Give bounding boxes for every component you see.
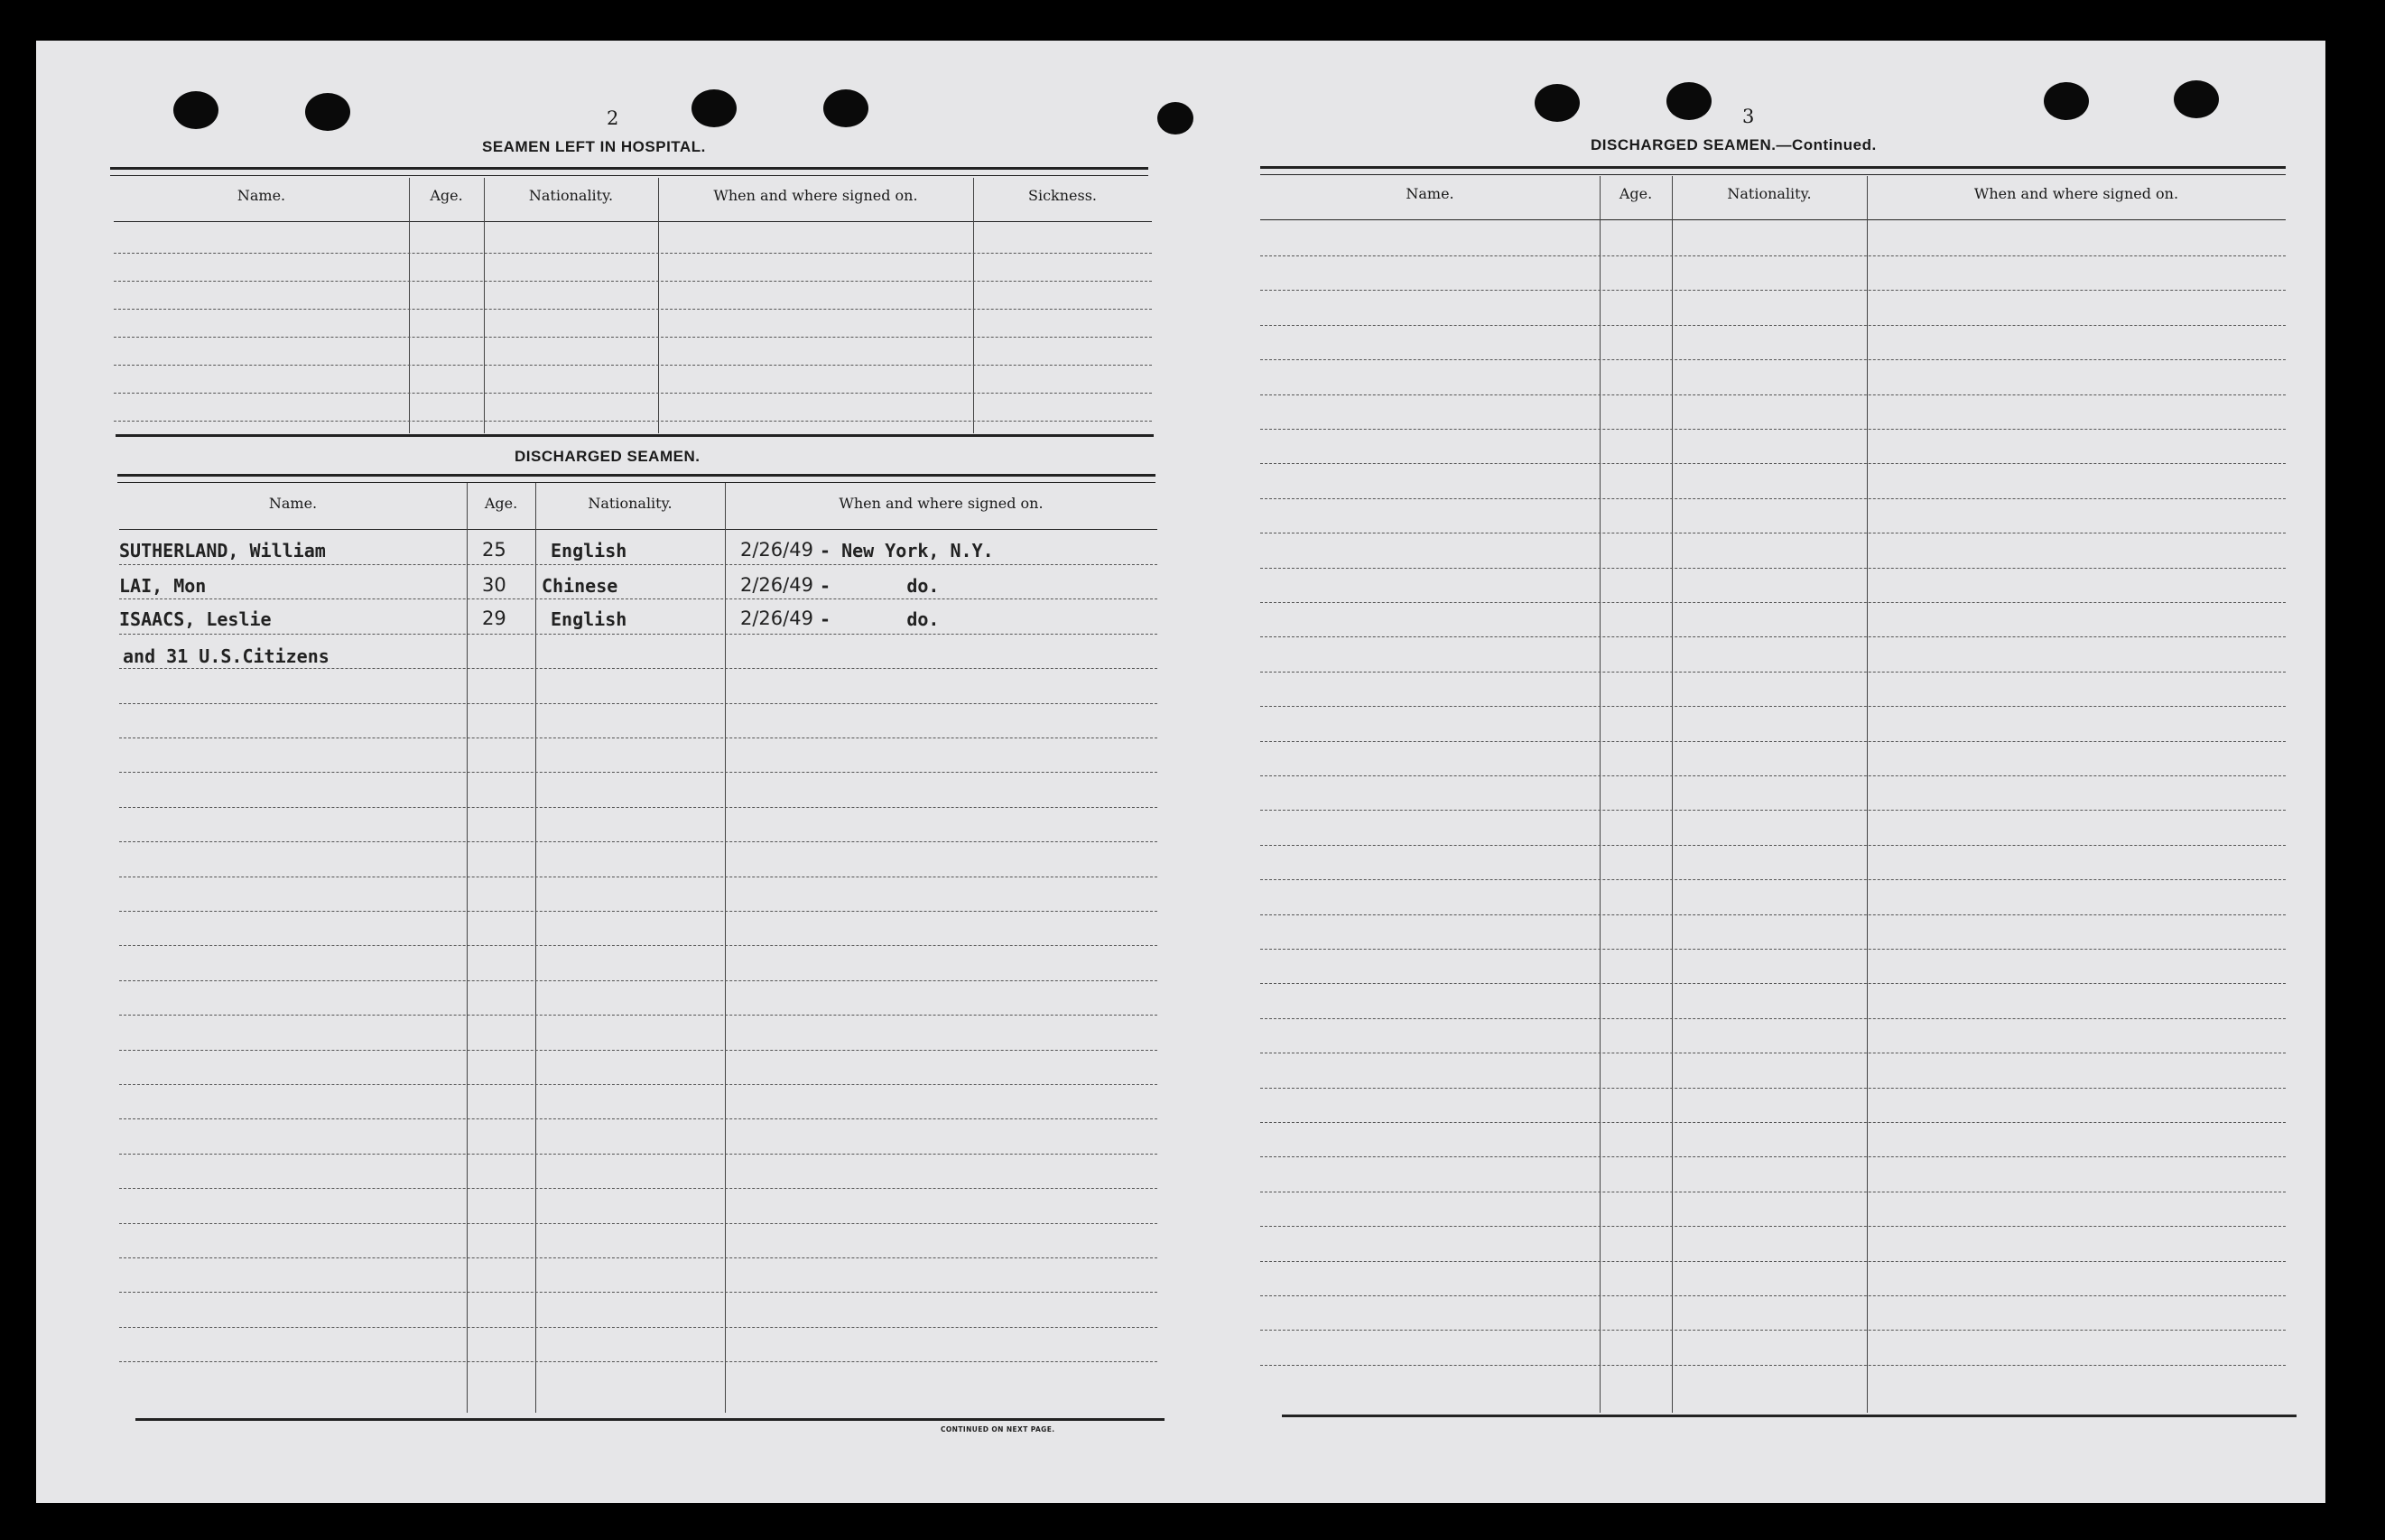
record-sheet (36, 41, 2325, 1503)
hospital-col-age: Age. (430, 187, 463, 204)
ruled-row-line (1260, 949, 2286, 950)
ruled-row-line (1260, 775, 2286, 776)
hospital-col-name: Name. (237, 187, 286, 204)
ruled-row-line (119, 807, 1157, 808)
seaman-name: ISAACS, Leslie (119, 608, 272, 630)
seaman-nationality: English (551, 608, 627, 630)
ruled-row-line (1260, 741, 2286, 742)
seaman-name: SUTHERLAND, William (119, 540, 326, 561)
hospital-col-divider (973, 178, 974, 433)
punch-hole (1535, 84, 1580, 122)
ruled-row-line (1260, 290, 2286, 291)
hospital-row-line (114, 309, 1152, 310)
ruled-row-line (119, 1327, 1157, 1328)
ruled-row-line (119, 1257, 1157, 1258)
ruled-row-line (119, 1118, 1157, 1119)
right-col-nationality: Nationality. (1727, 185, 1812, 202)
ruled-row-line (119, 772, 1157, 773)
signed-on-place: - New York, N.Y. (820, 540, 994, 561)
ruled-row-line (1260, 1330, 2286, 1331)
hospital-col-divider (484, 178, 485, 433)
ruled-row-line (119, 1050, 1157, 1051)
hospital-row-line (114, 281, 1152, 282)
ruled-row-line (119, 980, 1157, 981)
ruled-row-line (119, 1015, 1157, 1016)
hospital-col-nationality: Nationality. (528, 187, 614, 204)
hospital-table-top-rule (110, 167, 1148, 176)
punch-hole (2044, 82, 2089, 120)
ruled-row-line (1260, 1156, 2286, 1157)
ruled-row-line (1260, 325, 2286, 326)
ruled-row-line (1260, 914, 2286, 915)
seaman-nationality: Chinese (542, 575, 618, 597)
ruled-row-line (119, 1188, 1157, 1189)
ruled-row-line (1260, 636, 2286, 637)
discharged-col-name: Name. (268, 495, 318, 512)
ruled-row-line (119, 841, 1157, 842)
ruled-row-line (119, 1154, 1157, 1155)
seaman-age: 30 (482, 574, 506, 596)
ruled-row-line (1260, 1122, 2286, 1123)
ruled-row-line (119, 564, 1157, 565)
discharged-table-top-rule (117, 474, 1155, 483)
ruled-row-line (119, 1292, 1157, 1293)
ruled-row-line (1260, 1226, 2286, 1227)
punch-hole (823, 89, 868, 127)
signed-on-date: 2/26/49 (740, 574, 813, 596)
punch-hole (691, 89, 737, 127)
hospital-col-divider (409, 178, 410, 433)
ruled-row-line (1260, 1295, 2286, 1296)
discharged-col-divider (535, 483, 536, 1413)
hospital-row-line (114, 421, 1152, 422)
seaman-age: 25 (482, 539, 506, 561)
ruled-row-line (119, 1084, 1157, 1085)
seaman-age: 29 (482, 608, 506, 629)
punch-hole (173, 91, 218, 129)
ruled-row-line (1260, 983, 2286, 984)
punch-hole (2174, 80, 2219, 118)
hospital-header-rule (114, 221, 1152, 222)
punch-hole (1666, 82, 1712, 120)
right-col-name: Name. (1406, 185, 1454, 202)
right-col-divider (1600, 176, 1601, 1413)
ruled-row-line (1260, 1018, 2286, 1019)
ruled-row-line (1260, 810, 2286, 811)
ruled-row-line (119, 1223, 1157, 1224)
ruled-row-line (1260, 706, 2286, 707)
signed-on-date: 2/26/49 (740, 539, 813, 561)
seaman-name: LAI, Mon (119, 575, 207, 597)
right-table-top-rule (1260, 166, 2286, 175)
ruled-row-line (1260, 1088, 2286, 1089)
right-table-bottom-rule (1282, 1415, 2297, 1417)
hospital-table-bottom-rule (116, 434, 1154, 437)
right-col-age: Age. (1619, 185, 1653, 202)
continued-section-title: DISCHARGED SEAMEN.—Continued. (1591, 136, 1877, 153)
hospital-section-title: SEAMEN LEFT IN HOSPITAL. (482, 138, 706, 155)
ruled-row-line (119, 1361, 1157, 1362)
ruled-row-line (1260, 498, 2286, 499)
ruled-row-line (1260, 359, 2286, 360)
ruled-row-line (1260, 1365, 2286, 1366)
discharged-section-title: DISCHARGED SEAMEN. (515, 448, 701, 465)
punch-hole (305, 93, 350, 131)
hospital-row-line (114, 337, 1152, 338)
punch-hole (1157, 102, 1193, 135)
ruled-row-line (119, 911, 1157, 912)
seaman-nationality: English (551, 540, 627, 561)
ruled-row-line (1260, 845, 2286, 846)
discharged-col-signed-on: When and where signed on. (839, 495, 1044, 512)
page-number-right: 3 (1742, 106, 1755, 127)
ruled-row-line (1260, 879, 2286, 880)
seaman-name: and 31 U.S.Citizens (123, 645, 329, 667)
ruled-row-line (1260, 463, 2286, 464)
hospital-row-line (114, 393, 1152, 394)
hospital-col-signed-on: When and where signed on. (713, 187, 918, 204)
discharged-table-bottom-rule (135, 1418, 1165, 1421)
hospital-row-line (114, 253, 1152, 254)
ruled-row-line (119, 634, 1157, 635)
discharged-col-divider (725, 483, 726, 1413)
ruled-row-line (1260, 672, 2286, 673)
discharged-col-divider (467, 483, 468, 1413)
continued-note: CONTINUED ON NEXT PAGE. (941, 1425, 1055, 1433)
right-col-signed-on: When and where signed on. (1973, 185, 2179, 202)
signed-on-date: 2/26/49 (740, 608, 813, 629)
right-col-divider (1672, 176, 1673, 1413)
right-col-divider (1867, 176, 1868, 1413)
page-number-left: 2 (607, 107, 619, 129)
ruled-row-line (1260, 1261, 2286, 1262)
discharged-col-age: Age. (484, 495, 518, 512)
ruled-row-line (119, 703, 1157, 704)
signed-on-place: - do. (820, 575, 940, 597)
right-header-rule (1260, 219, 2286, 220)
ruled-row-line (1260, 394, 2286, 395)
hospital-col-divider (658, 178, 659, 433)
ruled-row-line (1260, 429, 2286, 430)
discharged-header-rule (119, 529, 1157, 530)
ruled-row-line (1260, 255, 2286, 256)
hospital-row-line (114, 365, 1152, 366)
ruled-row-line (119, 668, 1157, 669)
ruled-row-line (119, 945, 1157, 946)
discharged-col-nationality: Nationality. (588, 495, 673, 512)
ruled-row-line (1260, 568, 2286, 569)
ruled-row-line (119, 598, 1157, 599)
ruled-row-line (1260, 602, 2286, 603)
hospital-col-sickness: Sickness. (1027, 187, 1097, 204)
signed-on-place: - do. (820, 608, 940, 630)
